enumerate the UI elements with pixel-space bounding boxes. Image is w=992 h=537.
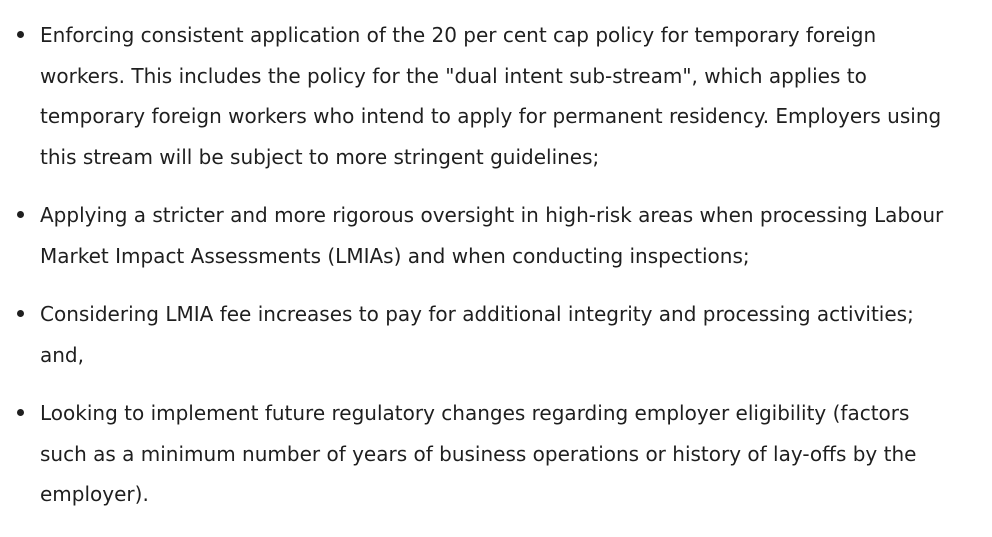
list-item: Looking to implement future regulatory changes regarding employer eligibility (factors such as a minimum number of years of business operations or history of lay-offs by the employer). [0,393,992,515]
bullet-list [0,15,992,515]
list-item: Enforcing consistent application of the 20 per cent cap policy for temporary foreign workers. This includes the policy for the "dual intent sub-stream", which applies to temporary foreign workers who intend to apply for permanent residency. Employers using this stream will be subject to more stringent guidelines; [0,15,992,177]
list-item: Applying a stricter and more rigorous oversight in high-risk areas when processing Labour Market Impact Assessments (LMIAs) and when conducting inspections; [0,195,992,276]
list-item: Considering LMIA fee increases to pay for additional integrity and processing activities; and, [0,294,992,375]
